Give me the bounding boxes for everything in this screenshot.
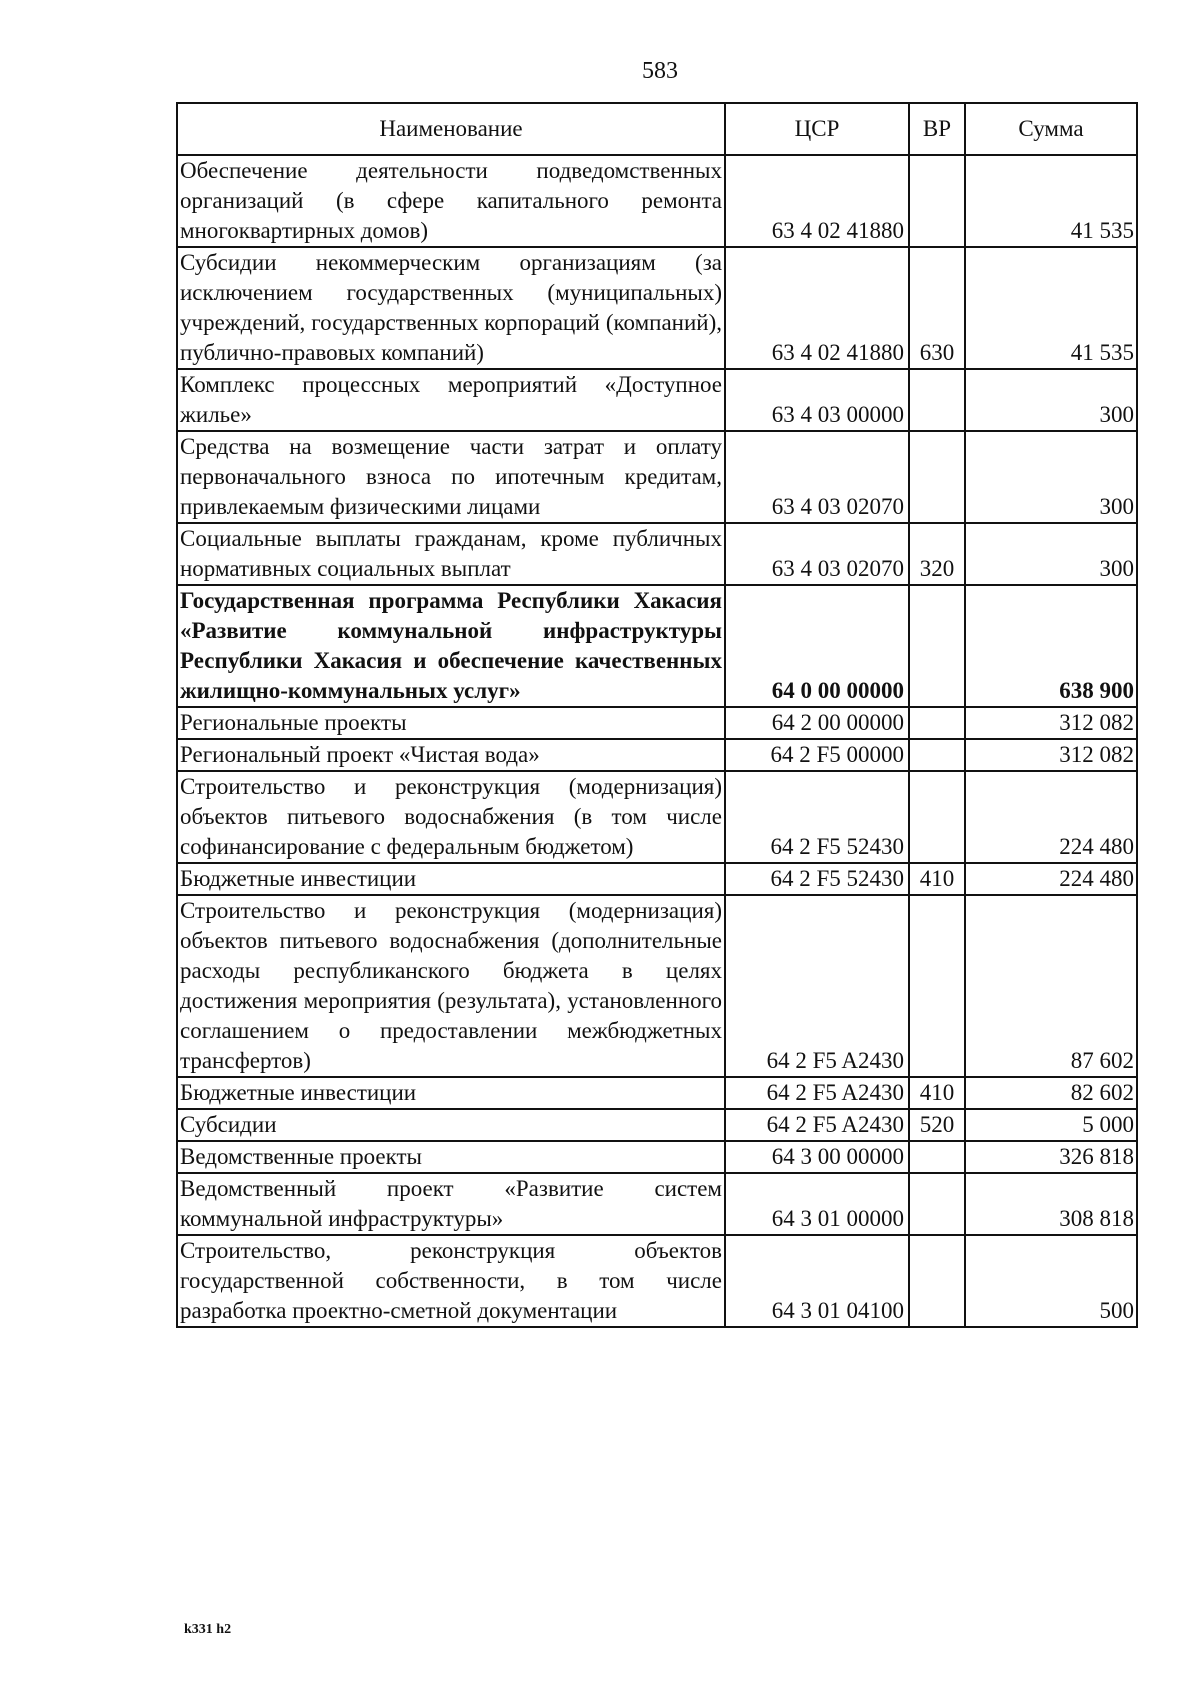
- header-csr: ЦСР: [725, 103, 909, 155]
- table-row: [177, 155, 1137, 247]
- table-row: [177, 739, 1137, 771]
- cell-sum: 82 602: [965, 1077, 1137, 1109]
- cell-vr: [909, 585, 965, 707]
- cell-sum: 638 900: [965, 585, 1137, 707]
- cell-vr: [909, 771, 965, 863]
- cell-csr: 64 2 F5 00000: [725, 739, 909, 771]
- cell-sum: 5 000: [965, 1109, 1137, 1141]
- table-row: [177, 707, 1137, 739]
- cell-name: Ведомственные проекты: [177, 1141, 725, 1173]
- cell-name: Бюджетные инвестиции: [177, 1077, 725, 1109]
- table-row: [177, 523, 1137, 585]
- cell-name: Государственная программа Республики Хакасия «Развитие коммунальной инфраструктуры Республики Хакасия и обеспечение качественных жилищно-коммунальных услуг»: [177, 585, 725, 707]
- cell-name: Субсидии: [177, 1109, 725, 1141]
- cell-name: Обеспечение деятельности подведомственных организаций (в сфере капитального ремонта многоквартирных домов): [177, 155, 725, 247]
- cell-sum: 224 480: [965, 863, 1137, 895]
- cell-vr: [909, 707, 965, 739]
- table-row: [177, 1109, 1137, 1141]
- cell-name: Средства на возмещение части затрат и оплату первоначального взноса по ипотечным кредитам, привлекаемым физическими лицами: [177, 431, 725, 523]
- cell-csr: 64 3 00 00000: [725, 1141, 909, 1173]
- cell-vr: [909, 1173, 965, 1235]
- cell-sum: 87 602: [965, 895, 1137, 1077]
- cell-name: Строительство и реконструкция (модернизация) объектов питьевого водоснабжения (в том числе софинансирование с федеральным бюджетом): [177, 771, 725, 863]
- cell-sum: 41 535: [965, 155, 1137, 247]
- cell-vr: 320: [909, 523, 965, 585]
- cell-csr: 64 3 01 04100: [725, 1235, 909, 1327]
- cell-name: Ведомственный проект «Развитие систем коммунальной инфраструктуры»: [177, 1173, 725, 1235]
- page-number: 583: [642, 58, 678, 84]
- cell-vr: [909, 895, 965, 1077]
- cell-sum: 300: [965, 523, 1137, 585]
- table-row: [177, 431, 1137, 523]
- cell-vr: 630: [909, 247, 965, 369]
- cell-vr: [909, 739, 965, 771]
- cell-name: Субсидии некоммерческим организациям (за исключением государственных (муниципальных) учреждений, государственных корпораций (компаний), публично-правовых компаний): [177, 247, 725, 369]
- cell-sum: 300: [965, 431, 1137, 523]
- cell-csr: 64 2 F5 A2430: [725, 895, 909, 1077]
- table-row: [177, 1141, 1137, 1173]
- cell-csr: 64 2 F5 52430: [725, 771, 909, 863]
- cell-vr: 410: [909, 863, 965, 895]
- cell-name: Социальные выплаты гражданам, кроме публичных нормативных социальных выплат: [177, 523, 725, 585]
- cell-csr: 64 2 F5 52430: [725, 863, 909, 895]
- cell-csr: 63 4 02 41880: [725, 155, 909, 247]
- table-row: [177, 895, 1137, 1077]
- table-body: [177, 155, 1137, 1327]
- table-row: [177, 1235, 1137, 1327]
- table-row: [177, 369, 1137, 431]
- table-row: [177, 863, 1137, 895]
- cell-vr: [909, 431, 965, 523]
- cell-sum: 500: [965, 1235, 1137, 1327]
- cell-name: Региональные проекты: [177, 707, 725, 739]
- table-row: [177, 771, 1137, 863]
- table-row: [177, 1173, 1137, 1235]
- cell-vr: 520: [909, 1109, 965, 1141]
- cell-name: Строительство, реконструкция объектов государственной собственности, в том числе разработка проектно-сметной документации: [177, 1235, 725, 1327]
- cell-vr: 410: [909, 1077, 965, 1109]
- table-row: [177, 585, 1137, 707]
- table-header-row: [177, 103, 1137, 155]
- cell-sum: 300: [965, 369, 1137, 431]
- cell-vr: [909, 155, 965, 247]
- cell-csr: 64 3 01 00000: [725, 1173, 909, 1235]
- budget-table: [176, 102, 1138, 1328]
- cell-csr: 64 2 F5 A2430: [725, 1077, 909, 1109]
- table-row: [177, 247, 1137, 369]
- cell-csr: 63 4 02 41880: [725, 247, 909, 369]
- header-vr: ВР: [909, 103, 965, 155]
- cell-vr: [909, 369, 965, 431]
- cell-sum: 312 082: [965, 707, 1137, 739]
- cell-csr: 63 4 03 02070: [725, 431, 909, 523]
- header-name: Наименование: [177, 103, 725, 155]
- cell-csr: 64 2 F5 A2430: [725, 1109, 909, 1141]
- cell-csr: 63 4 03 00000: [725, 369, 909, 431]
- cell-name: Строительство и реконструкция (модернизация) объектов питьевого водоснабжения (дополнительные расходы республиканского бюджета в целях достижения мероприятия (результата), установленного соглашением о предоставлении межбюджетных трансфертов): [177, 895, 725, 1077]
- header-sum: Сумма: [965, 103, 1137, 155]
- cell-csr: 63 4 03 02070: [725, 523, 909, 585]
- cell-vr: [909, 1141, 965, 1173]
- cell-csr: 64 2 00 00000: [725, 707, 909, 739]
- cell-name: Региональный проект «Чистая вода»: [177, 739, 725, 771]
- cell-sum: 224 480: [965, 771, 1137, 863]
- cell-csr: 64 0 00 00000: [725, 585, 909, 707]
- cell-sum: 41 535: [965, 247, 1137, 369]
- table-row: [177, 1077, 1137, 1109]
- cell-name: Комплекс процессных мероприятий «Доступное жилье»: [177, 369, 725, 431]
- cell-sum: 326 818: [965, 1141, 1137, 1173]
- cell-sum: 312 082: [965, 739, 1137, 771]
- footer-code: k331 h2: [184, 1622, 232, 1637]
- cell-sum: 308 818: [965, 1173, 1137, 1235]
- cell-name: Бюджетные инвестиции: [177, 863, 725, 895]
- cell-vr: [909, 1235, 965, 1327]
